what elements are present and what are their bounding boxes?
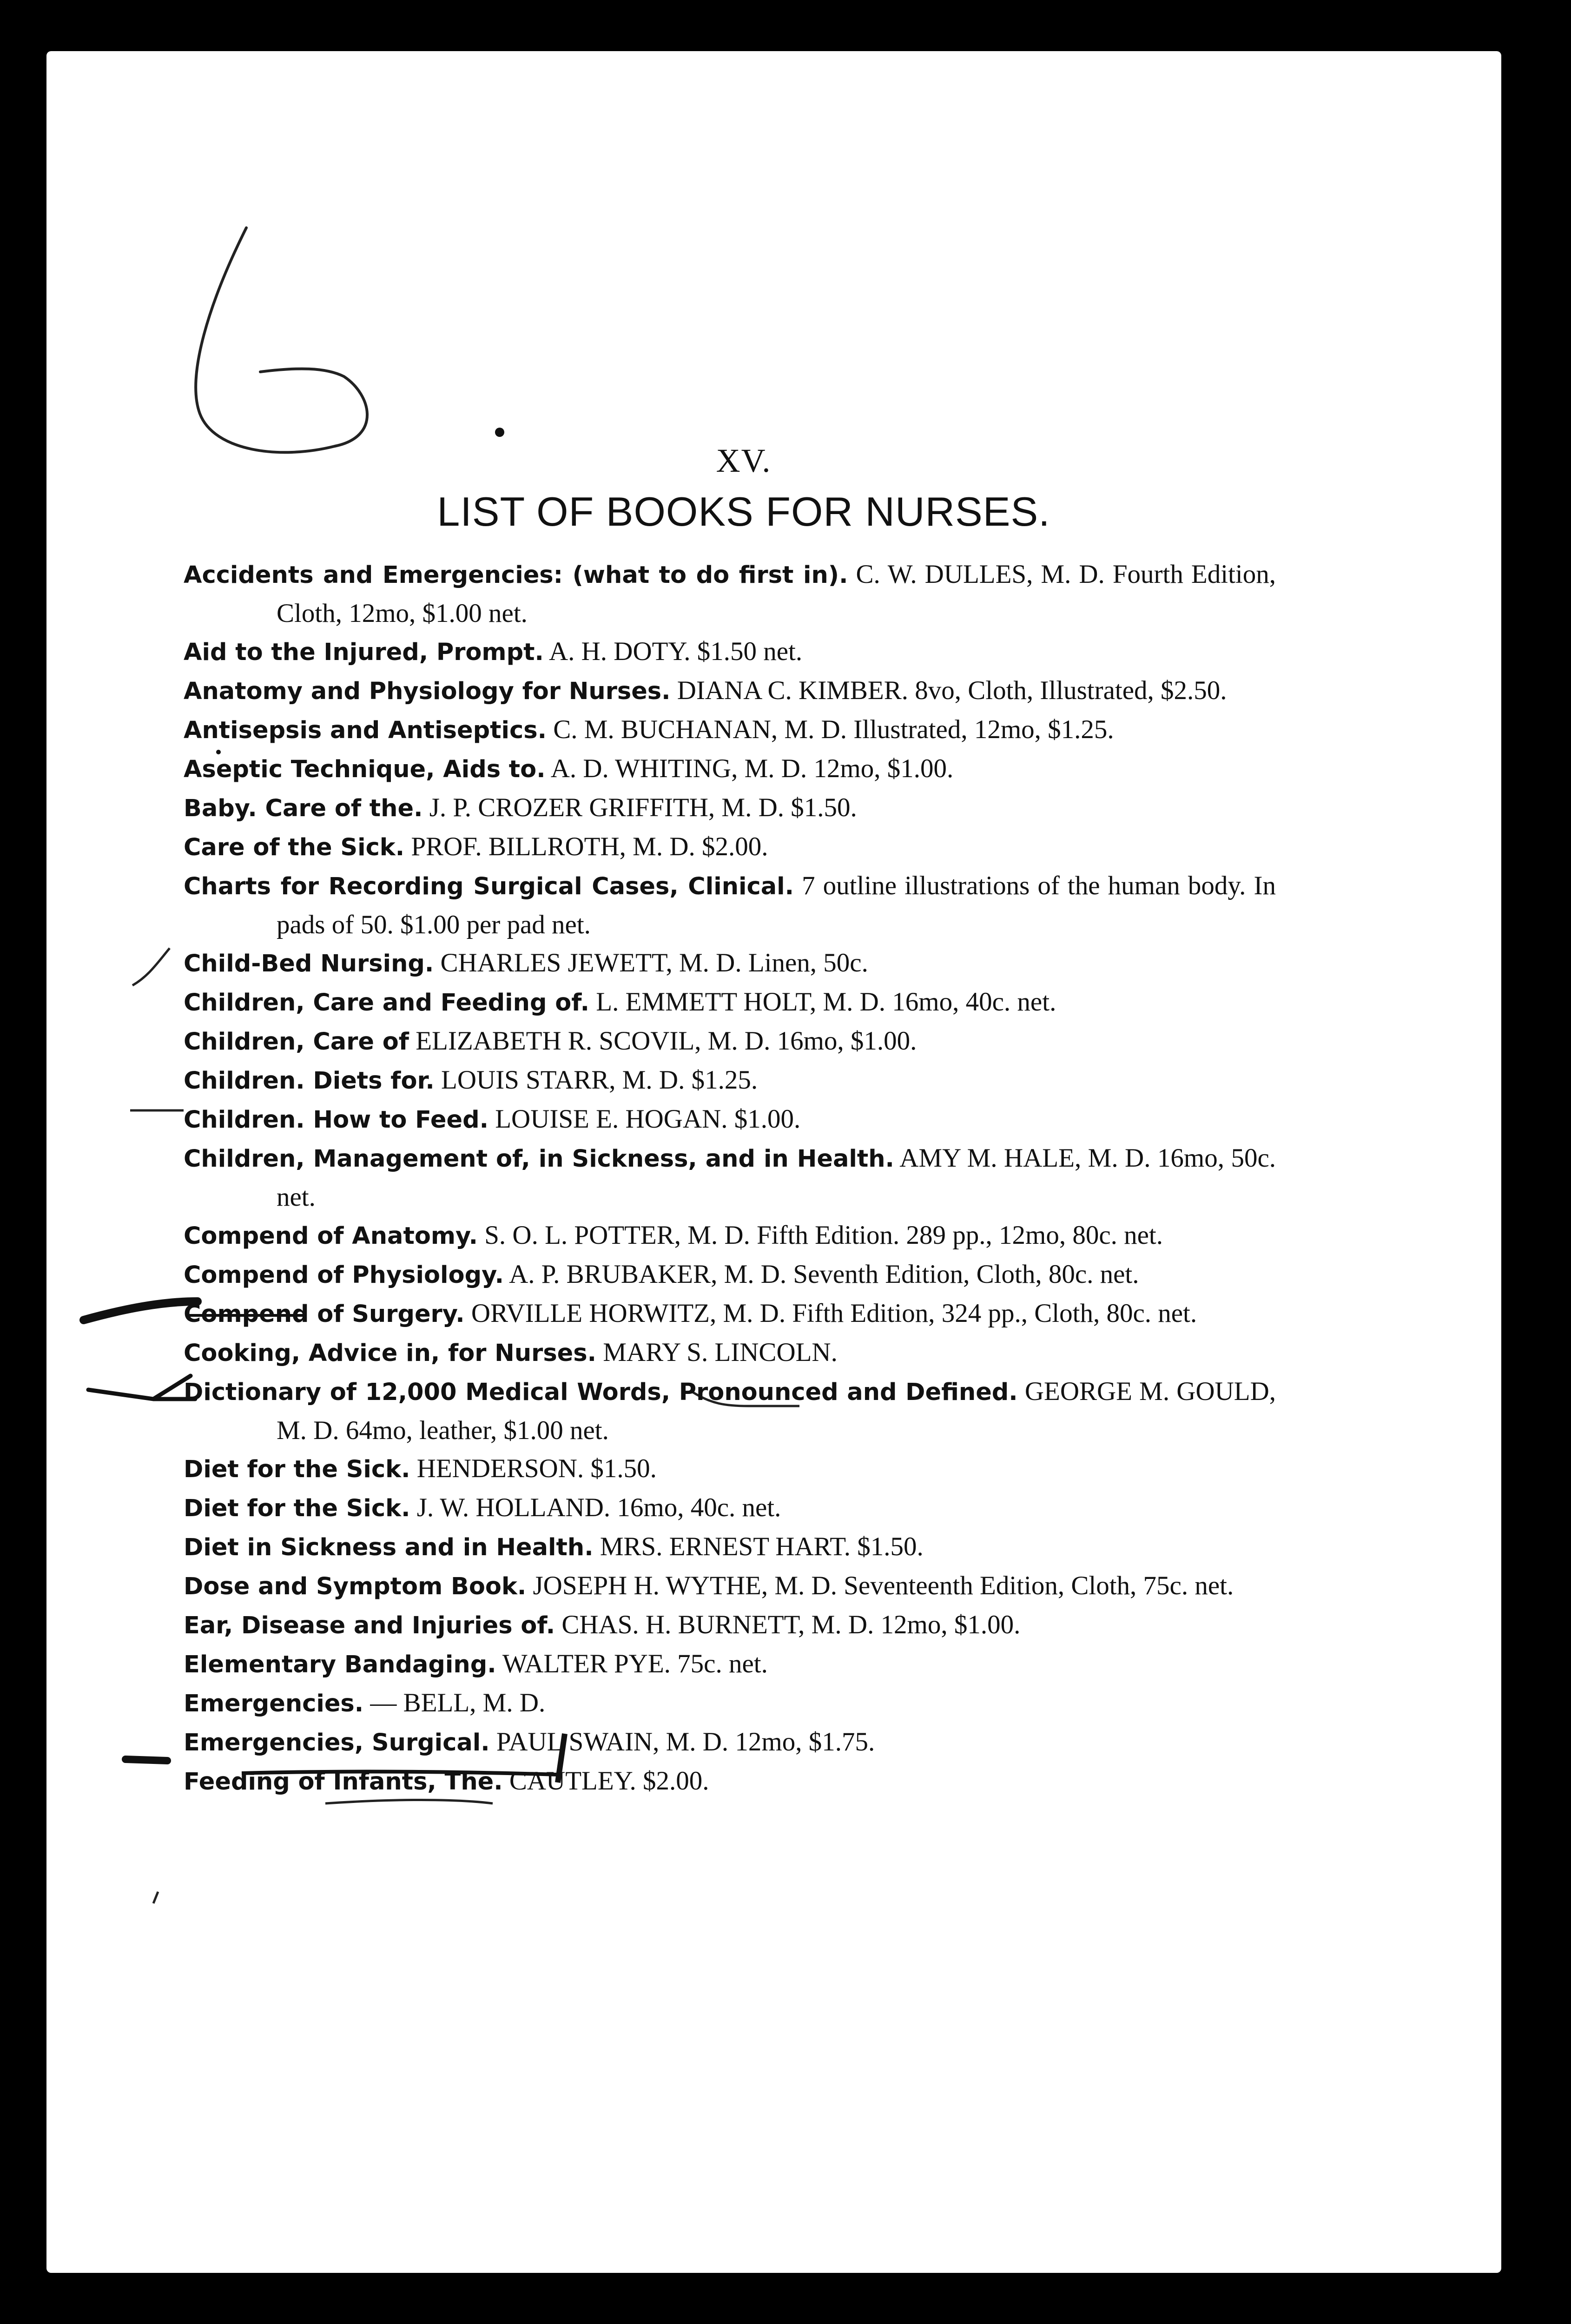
book-title: Diet in Sickness and in Health. [184, 1534, 594, 1561]
book-details: A. H. DOTY. $1.50 net. [548, 637, 803, 666]
book-entry [184, 1216, 1276, 1255]
book-title: Charts for Recording Surgical Cases, Clinical. [184, 873, 794, 900]
handwritten-numeral [196, 228, 367, 452]
section-number: XV. [716, 442, 772, 479]
book-details: PAUL SWAIN, M. D. 12mo, $1.75. [496, 1727, 875, 1756]
book-details: ORVILLE HORWITZ, M. D. Fifth Edition, 324 pp., Cloth, 80c. net. [471, 1299, 1197, 1328]
ink-dot [495, 428, 504, 437]
book-title: Elementary Bandaging. [184, 1651, 496, 1678]
ink-speck [153, 1892, 158, 1903]
book-entry [184, 1762, 1276, 1801]
book-title: Care of the Sick. [184, 834, 405, 861]
book-entry [184, 1373, 1276, 1450]
book-details: — BELL, M. D. [370, 1688, 546, 1717]
book-details: WALTER PYE. 75c. net. [502, 1649, 768, 1678]
book-details: PROF. BILLROTH, M. D. $2.00. [411, 832, 768, 861]
book-title: Baby. Care of the. [184, 795, 423, 822]
book-title: Children, Management of, in Sickness, and in Health. [184, 1145, 894, 1173]
dash-mark [125, 1759, 167, 1761]
book-entry [184, 1567, 1276, 1606]
book-details: MRS. ERNEST HART. $1.50. [600, 1532, 924, 1561]
page-title: LIST OF BOOKS FOR NURSES. [437, 489, 1050, 535]
book-entry [184, 1645, 1276, 1684]
book-details: CHARLES JEWETT, M. D. Linen, 50c. [440, 948, 868, 977]
book-details: CAUTLEY. $2.00. [509, 1766, 709, 1796]
book-details: J. W. HOLLAND. 16mo, 40c. net. [416, 1493, 781, 1522]
book-details: 7 outline illustrations of the human body. In pads of 50. $1.00 per pad net. [277, 871, 1276, 939]
book-details: CHAS. H. BURNETT, M. D. 12mo, $1.00. [561, 1610, 1021, 1639]
book-title: Emergencies, Surgical. [184, 1729, 490, 1756]
document-page [46, 51, 1501, 2273]
book-title: Accidents and Emergencies: (what to do first in). [184, 561, 848, 589]
book-entry [184, 1684, 1276, 1723]
book-title: Anatomy and Physiology for Nurses. [184, 678, 671, 705]
book-title: Compend of Surgery. [184, 1301, 465, 1328]
book-title: Compend of Physiology. [184, 1261, 504, 1289]
book-entry [184, 983, 1276, 1022]
book-details: LOUISE E. HOGAN. $1.00. [495, 1104, 801, 1134]
book-entry [184, 1528, 1276, 1567]
book-entry [184, 1606, 1276, 1645]
book-details: C. W. DULLES, M. D. Fourth Edition, Cloth, 12mo, $1.00 net. [277, 560, 1276, 628]
book-details: A. D. WHITING, M. D. 12mo, $1.00. [550, 754, 954, 783]
book-title: Diet for the Sick. [184, 1495, 410, 1522]
book-title: Compend of Anatomy. [184, 1222, 478, 1250]
book-entry [184, 1139, 1276, 1216]
book-list [184, 555, 1276, 1801]
book-title: Dictionary of 12,000 Medical Words, Pronounced and Defined. [184, 1379, 1018, 1406]
book-title: Children, Care and Feeding of. [184, 989, 590, 1017]
book-title: Ear, Disease and Injuries of. [184, 1612, 555, 1639]
book-entry [184, 750, 1276, 789]
book-entry [184, 1061, 1276, 1100]
book-entry [184, 711, 1276, 750]
book-entry [184, 1255, 1276, 1294]
arrow-mark [88, 1376, 195, 1399]
tick-mark [132, 948, 170, 985]
book-title: Diet for the Sick. [184, 1456, 410, 1483]
book-entry [184, 867, 1276, 944]
book-entry [184, 1450, 1276, 1489]
book-details: J. P. CROZER GRIFFITH, M. D. $1.50. [429, 793, 857, 822]
book-title: Aid to the Injured, Prompt. [184, 639, 544, 666]
book-details: S. O. L. POTTER, M. D. Fifth Edition. 289 pp., 12mo, 80c. net. [484, 1221, 1163, 1250]
book-entry [184, 555, 1276, 633]
book-title: Antisepsis and Antiseptics. [184, 717, 547, 744]
book-title: Children, Care of [184, 1028, 409, 1056]
book-entry [184, 1100, 1276, 1139]
book-title: Aseptic Technique, Aids to. [184, 756, 546, 783]
book-entry [184, 1723, 1276, 1762]
book-details: JOSEPH H. WYTHE, M. D. Seventeenth Edition, Cloth, 75c. net. [533, 1571, 1234, 1600]
book-title: Child-Bed Nursing. [184, 950, 434, 977]
book-title: Feeding of Infants, The. [184, 1768, 503, 1796]
book-details: ELIZABETH R. SCOVIL, M. D. 16mo, $1.00. [416, 1026, 917, 1056]
arrow-mark [84, 1301, 198, 1320]
book-title: Children. Diets for. [184, 1067, 435, 1095]
book-entry [184, 672, 1276, 711]
book-entry [184, 1294, 1276, 1334]
book-details: C. M. BUCHANAN, M. D. Illustrated, 12mo, $1.25. [553, 715, 1114, 744]
book-details: AMY M. HALE, M. D. 16mo, 50c. net. [277, 1143, 1276, 1212]
book-entry [184, 1334, 1276, 1373]
book-details: A. P. BRUBAKER, M. D. Seventh Edition, Cloth, 80c. net. [509, 1260, 1139, 1289]
book-details: DIANA C. KIMBER. 8vo, Cloth, Illustrated, $2.50. [677, 676, 1227, 705]
book-entry [184, 1022, 1276, 1061]
book-title: Cooking, Advice in, for Nurses. [184, 1340, 596, 1367]
book-title: Emergencies. [184, 1690, 364, 1717]
book-details: GEORGE M. GOULD, M. D. 64mo, leather, $1.00 net. [277, 1377, 1276, 1445]
book-entry [184, 789, 1276, 828]
book-entry [184, 1489, 1276, 1528]
book-details: L. EMMETT HOLT, M. D. 16mo, 40c. net. [596, 987, 1056, 1017]
book-details: MARY S. LINCOLN. [603, 1338, 838, 1367]
book-entry [184, 828, 1276, 867]
book-details: LOUIS STARR, M. D. $1.25. [441, 1065, 758, 1095]
book-title: Dose and Symptom Book. [184, 1573, 527, 1600]
book-entry [184, 944, 1276, 983]
book-title: Children. How to Feed. [184, 1106, 488, 1134]
book-details: HENDERSON. $1.50. [416, 1454, 657, 1483]
book-entry [184, 633, 1276, 672]
